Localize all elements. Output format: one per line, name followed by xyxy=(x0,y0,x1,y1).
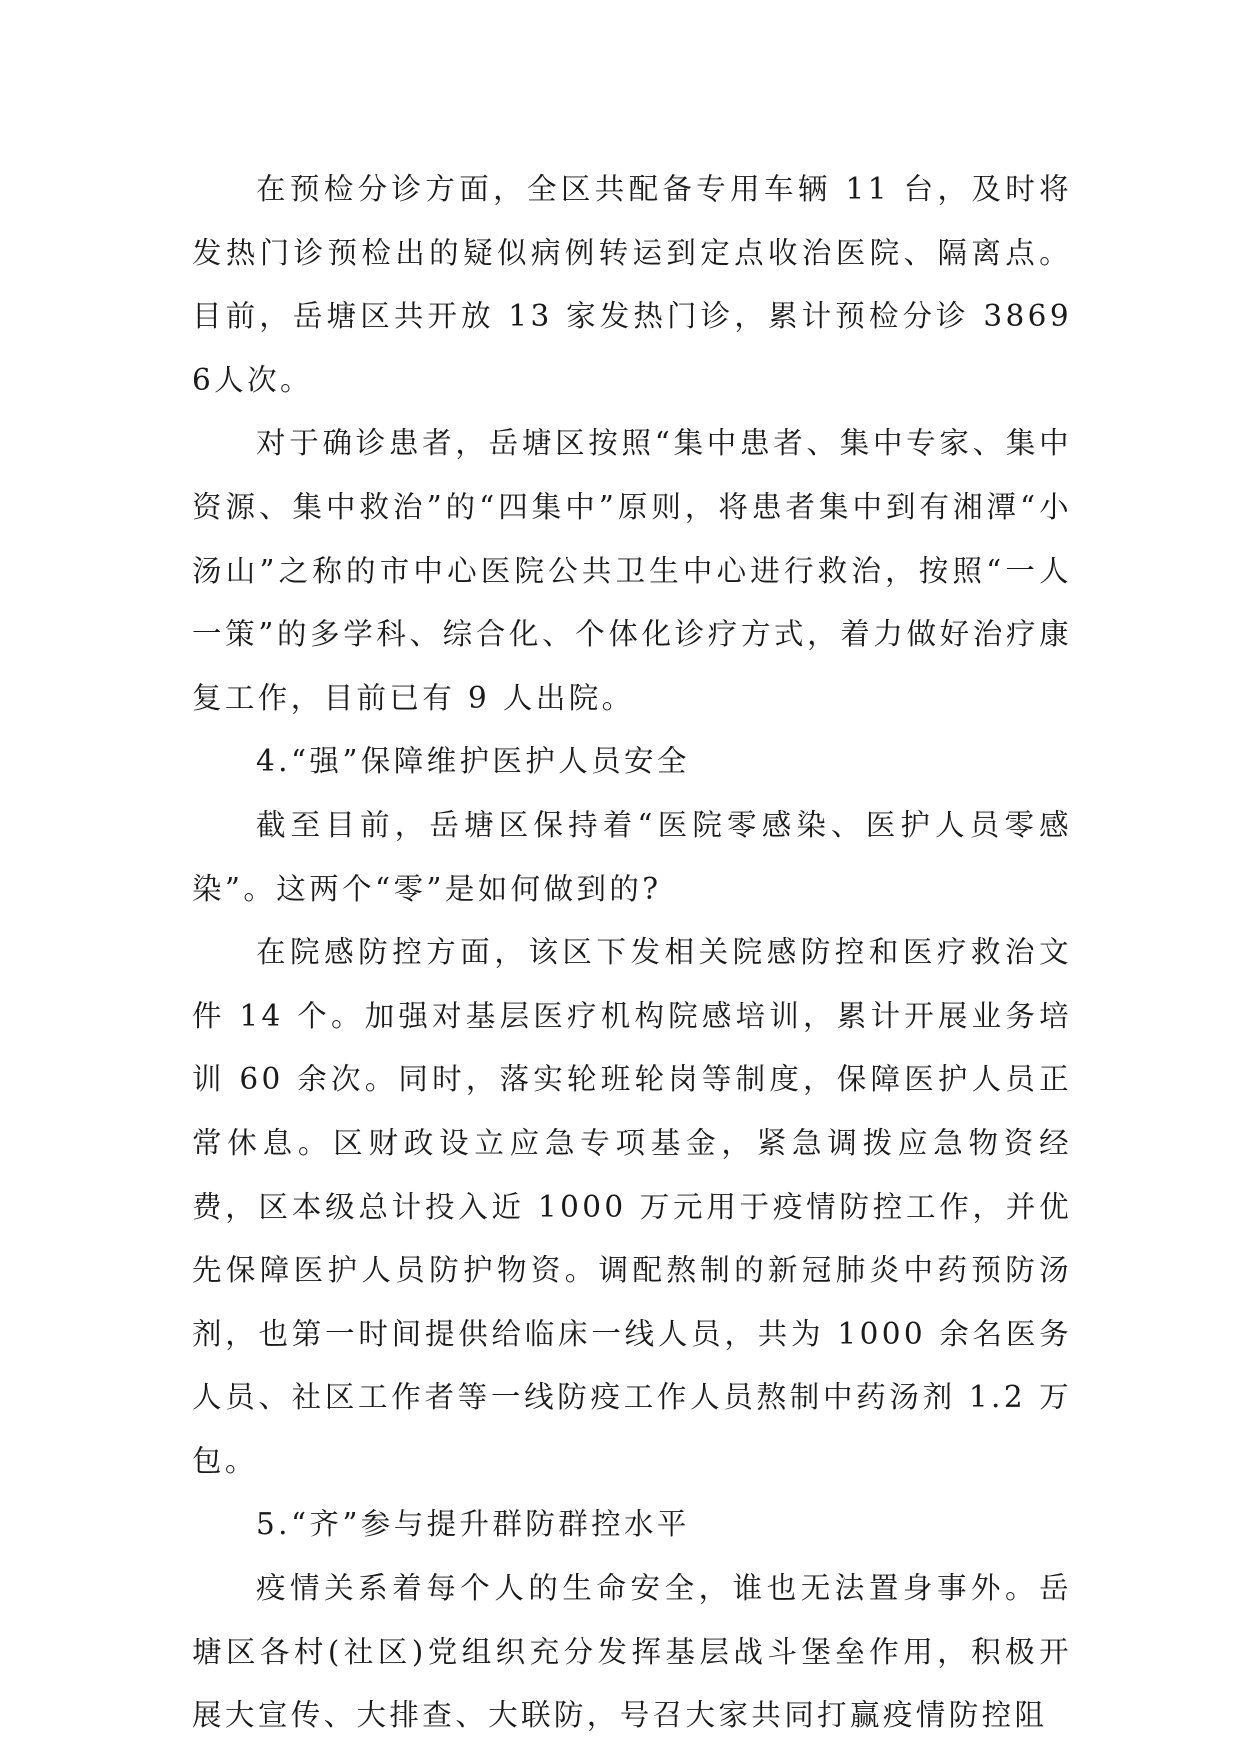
paragraph-mass-prevention: 疫情关系着每个人的生命安全，谁也无法置身事外。岳塘区各村(社区)党组织充分发挥基层战斗堡垒作用，积极开展大宣传、大排查、大联防，号召大家共同打赢疫情防控阻 xyxy=(192,1571,1072,1733)
body-text xyxy=(192,158,1072,1748)
paragraph-zero-infection: 截至目前，岳塘区保持着“医院零感染、医护人员零感染”。这两个“零”是如何做到的? xyxy=(192,807,1072,906)
paragraph-infection-control: 在院感防控方面，该区下发相关院感防控和医疗救治文件 14 个。加强对基层医疗机构院感培训，累计开展业务培训 60 余次。同时，落实轮班轮岗等制度，保障医护人员正常休息。区财政设立应急专项基金，紧急调拨应急物资经费，区本级总计投入近 1000 万元用于疫情防控工作，并优先保障医护人员防护物资。调配熬制的新冠肺炎中药预防汤剂，也第一时间提供给临床一线人员，共为 1000 余名医务人员、社区工作者等一线防疫工作人员熬制中药汤剂 1.2 万包。 xyxy=(192,935,1072,1478)
section-heading-5: 5.“齐”参与提升群防群控水平 xyxy=(256,1507,690,1542)
paragraph-pre-screening: 在预检分诊方面，全区共配备专用车辆 11 台，及时将发热门诊预检出的疑似病例转运到定点收治医院、隔离点。目前，岳塘区共开放 13 家发热门诊，累计预检分诊 38696人次。 xyxy=(192,172,1072,397)
section-heading-4: 4.“强”保障维护医护人员安全 xyxy=(256,744,690,779)
paragraph-confirmed-patients: 对于确诊患者，岳塘区按照“集中患者、集中专家、集中资源、集中救治”的“四集中”原则，将患者集中到有湘潭“小汤山”之称的市中心医院公共卫生中心进行救治，按照“一人一策”的多学科、综合化、个体化诊疗方式，着力做好治疗康复工作，目前已有 9 人出院。 xyxy=(192,426,1072,715)
